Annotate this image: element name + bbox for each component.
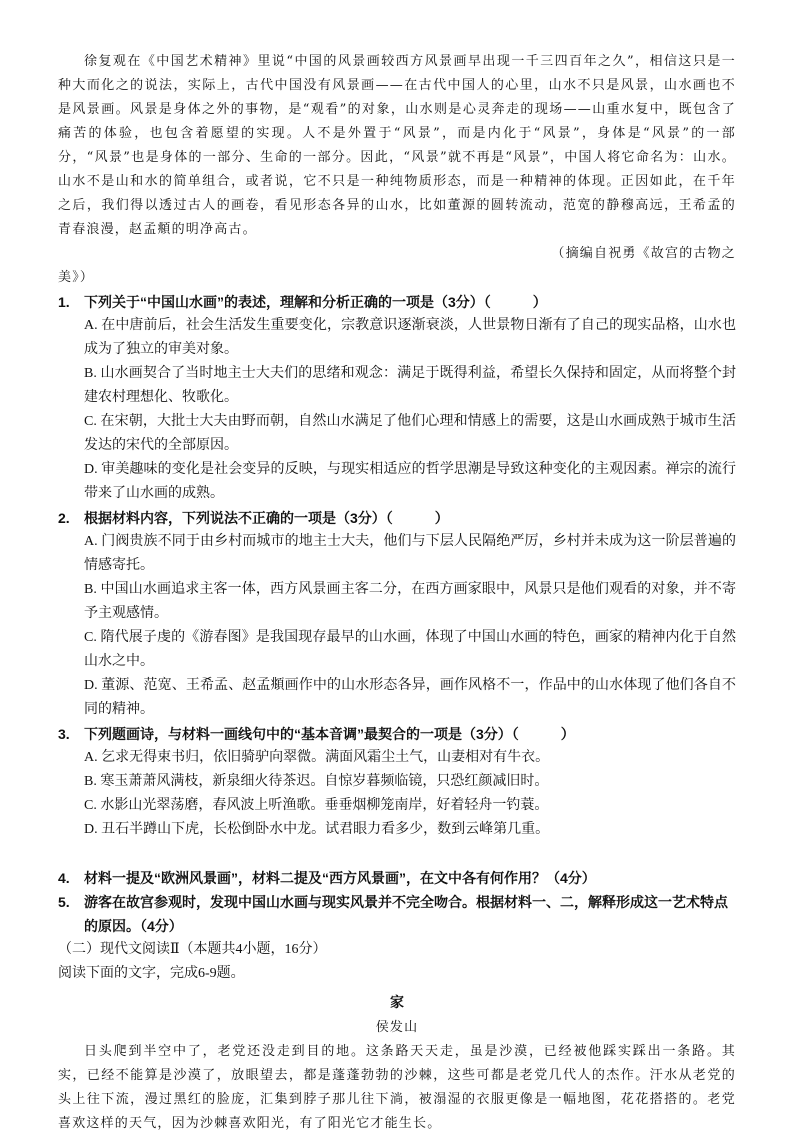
- story-title: 家: [390, 996, 404, 1011]
- option-b: B. 中国山水画追求主客一体，西方风景画主客二分，在西方画家眼中，风景只是他们观看的对象，并不寄予主观感情。: [84, 582, 736, 621]
- option-d: D. 董源、范宽、王希孟、赵孟頫画作中的山水形态各异，画作风格不一，作品中的山水体现了他们各自不同的精神。: [84, 678, 736, 717]
- question-stem: 材料一提及“欧洲风景画”，材料二提及“西方风景画”，在文中各有何作用？（4分）: [84, 870, 596, 886]
- option-c: C. 在宋朝，大批士大夫由野而朝，自然山水满足了他们心理和情感上的需要，这是山水画成熟于城市生活发达的宋代的全部原因。: [84, 414, 736, 453]
- question-number: 5.: [58, 894, 70, 910]
- option-b: B. 山水画契合了当时地主士大夫们的思绪和观念：满足于既得利益，希望长久保持和固定，从而将整个封建农村理想化、牧歌化。: [84, 366, 736, 405]
- question-stem: 下列题画诗，与材料一画线句中的“基本音调”最契合的一项是（3分）（ ）: [84, 726, 575, 742]
- option-a: A. 在中唐前后，社会生活发生重要变化，宗教意识逐渐衰淡，人世景物日渐有了自己的现实品格，山水也成为了独立的审美对象。: [84, 318, 736, 357]
- section-heading: （二）现代文阅读Ⅱ（本题共4小题，16分）: [58, 942, 327, 957]
- question-number: 1.: [58, 294, 70, 310]
- passage-1: 徐复观在《中国艺术精神》里说“中国的风景画较西方风景画早出现一千三四百年之久”，相信这只是一种大而化之的说法，实际上，古代中国没有风景画——在古代中国人的心里，山水不只是风景，山水画也不是风景画。风景是身体之外的事物，是“观看”的对象，山水则是心灵奔走的现场——山重水复中，既包含了痛苦的体验，也包含着愿望的实现。人不是外置于“风景”，而是内化于“风景”，身体是“风景”的一部分，“风景”也是身体的一部分、生命的一部分。因此，“风景”就不再是“风景”，中国人将它命名为：山水。山水不是山和水的简单组合，或者说，它不只是一种纯物质形态，而是一种精神的体现。正因如此，在千年之后，我们得以透过古人的画卷，看见形态各异的山水，比如董源的圆转流动，范宽的静穆高远，王希孟的青春浪漫，赵孟頫的明净高古。: [58, 54, 736, 237]
- option-c: C. 隋代展子虔的《游春图》是我国现存最早的山水画，体现了中国山水画的特色，画家的精神内化于自然山水之中。: [84, 630, 736, 669]
- option-c: C. 水影山光翠荡磨，春风波上听渔歌。垂垂烟柳笼南岸，好着轻舟一钓蓑。: [84, 798, 549, 813]
- question-stem: 下列关于“中国山水画”的表述，理解和分析正确的一项是（3分）（ ）: [84, 294, 547, 310]
- story-author: 侯发山: [375, 1020, 419, 1035]
- spacer: [58, 842, 736, 866]
- question-number: 4.: [58, 870, 70, 886]
- option-a: A. 门阀贵族不同于由乡村而城市的地主士大夫，他们与下层人民隔绝严厉，乡村并未成为这一阶层普遍的情感寄托。: [84, 534, 736, 573]
- question-stem: 游客在故宫参观时，发现中国山水画与现实风景并不完全吻合。根据材料一、二，解释形成这一艺术特点的原因。（4分）: [84, 894, 728, 934]
- option-a: A. 乞求无得束书归，依旧骑驴向翠微。满面风霜尘土气，山妻相对有牛衣。: [84, 750, 550, 765]
- question-2: [58, 506, 736, 530]
- passage-1-citation-end: 美》）: [58, 270, 95, 285]
- option-d: D. 丑石半蹲山下虎，长松倒卧水中龙。试君眼力看多少，数到云峰第几重。: [84, 822, 550, 837]
- question-stem: 根据材料内容，下列说法不正确的一项是（3分）（ ）: [84, 510, 449, 526]
- question-1: [58, 290, 736, 314]
- question-4: [58, 866, 736, 890]
- story-body: 日头爬到半空中了，老党还没走到目的地。这条路天天走，虽是沙漠，已经被他踩实踩出一条路。其实，已经不能算是沙漠了，放眼望去，都是蓬蓬勃勃的沙棘，这些可都是老党几代人的杰作。汗水从老党的头上往下流，漫过黑红的脸庞，汇集到脖子那儿往下淌，被溻湿的衣服更像是一幅地图，花花搭搭的。老党喜欢这样的天气，因为沙棘喜欢阳光，有了阳光它才能生长。: [58, 1044, 736, 1131]
- question-3: [58, 722, 736, 746]
- section-instruction: 阅读下面的文字，完成6-9题。: [58, 966, 245, 981]
- passage-1-citation: （摘编自祝勇《故宫的古物之: [551, 246, 736, 261]
- option-d: D. 审美趣味的变化是社会变异的反映，与现实相适应的哲学思潮是导致这种变化的主观因素。禅宗的流行带来了山水画的成熟。: [84, 462, 736, 501]
- question-number: 3.: [58, 726, 70, 742]
- question-number: 2.: [58, 510, 70, 526]
- option-b: B. 寒玉萧萧风满枝，新泉细火待茶迟。自惊岁暮频临镜，只恐红颜减旧时。: [84, 774, 549, 789]
- question-5: [58, 890, 736, 938]
